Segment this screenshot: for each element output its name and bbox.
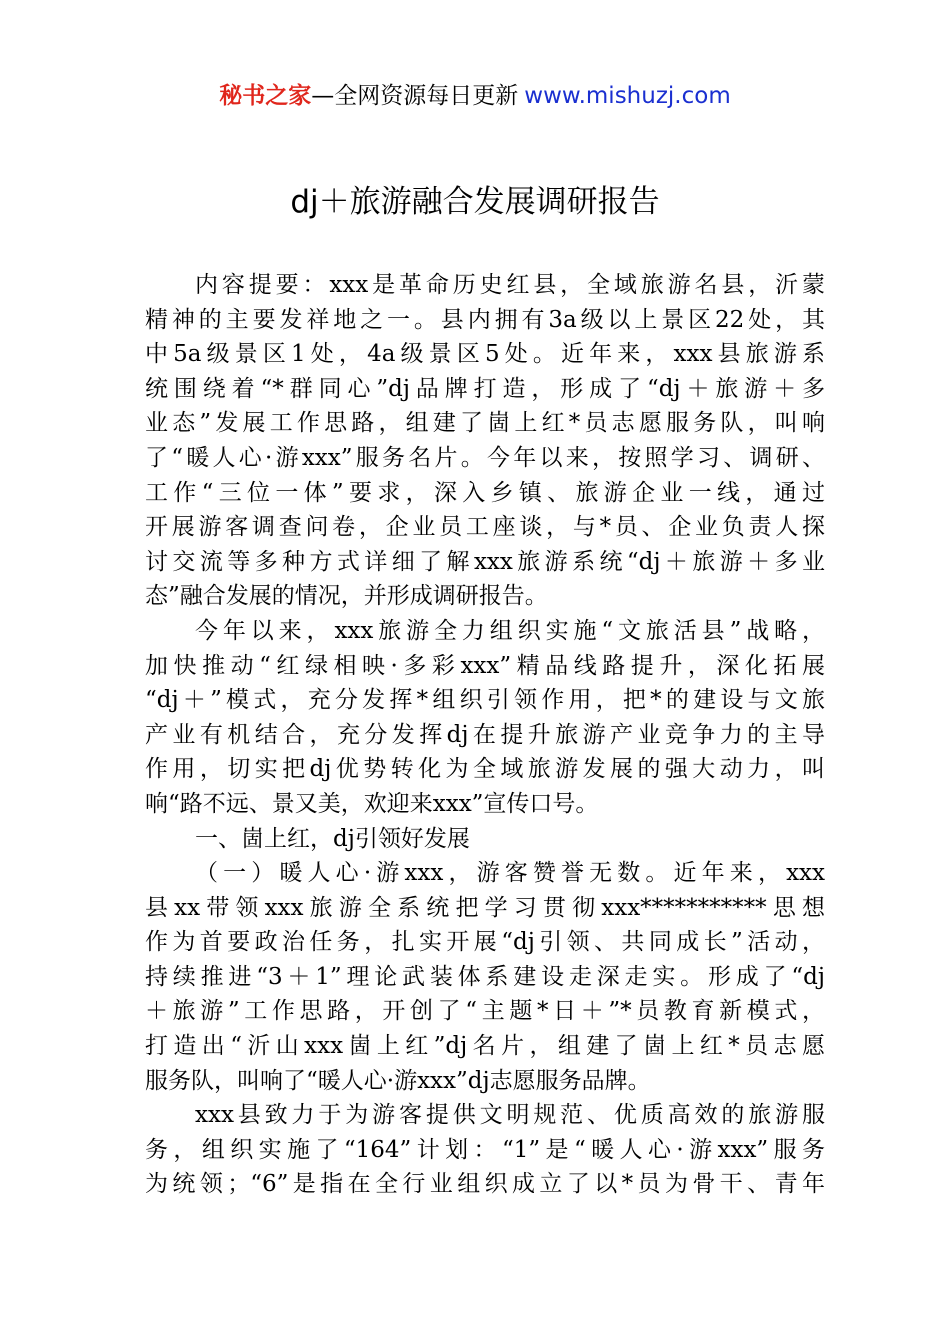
paragraph-line: 务，组织实施了“164”计划：“1”是“暖人心·游xxx”服务 (145, 1136, 825, 1163)
paragraph-line: ＋旅游”工作思路，开创了“主题*日＋”*员教育新模式， (145, 998, 825, 1025)
paragraph-line: 中5a级景区1处，4a级景区5处。近年来，xxx县旅游系 (145, 341, 825, 368)
paragraph-line: 了“暖人心·游xxx”服务名片。今年以来，按照学习、调研、 (145, 444, 825, 471)
paragraph-line: 响“路不远、景又美，欢迎来xxx”宣传口号。 (145, 790, 599, 817)
paragraph-line: 内容提要：xxx是革命历史红县，全域旅游名县，沂蒙 (195, 272, 825, 298)
paragraph-line: xxx县致力于为游客提供文明规范、优质高效的旅游服 (195, 1102, 825, 1129)
paragraph-line: 统围绕着“*群同心”dj品牌打造，形成了“dj＋旅游＋多 (145, 375, 825, 402)
section-heading: 一、崮上红，dj引领好发展 (195, 825, 470, 852)
paragraph-line: 作为首要政治任务，扎实开展“dj引领、共同成长”活动， (145, 929, 825, 956)
paragraph-line: 服务队，叫响了“暖人心·游xxx”dj志愿服务品牌。 (145, 1067, 651, 1094)
paragraph-line: 作用，切实把dj优势转化为全域旅游发展的强大动力，叫 (145, 756, 825, 783)
paragraph-line: （一）暖人心·游xxx，游客赞誉无数。近年来，xxx (195, 860, 825, 887)
paragraph-line: 持续推进“3＋1”理论武装体系建设走深走实。形成了“dj (145, 963, 825, 990)
brand-name: 秘书之家 (219, 83, 312, 109)
paragraph-line: 开展游客调查问卷，企业员工座谈，与*员、企业负责人探 (145, 514, 825, 541)
document-title: dj＋旅游融合发展调研报告 (290, 184, 660, 220)
paragraph-line: 产业有机结合，充分发挥dj在提升旅游产业竞争力的主导 (145, 721, 825, 748)
paragraph-line: 业态”发展工作思路，组建了崮上红*员志愿服务队，叫响 (145, 410, 825, 437)
paragraph-line: 为统领；“6”是指在全行业组织成立了以*员为骨干、青年 (145, 1171, 825, 1198)
document-body (145, 268, 825, 1202)
paragraph-line: “dj＋”模式，充分发挥*组织引领作用，把*的建设与文旅 (145, 687, 825, 714)
site-header (0, 80, 950, 112)
site-url-link[interactable]: www.mishuzj.com (524, 83, 731, 109)
header-tagline: —全网资源每日更新 (311, 83, 519, 109)
paragraph-line: 县xx带领xxx旅游全系统把学习贯彻xxx***********思想 (145, 894, 825, 921)
paragraph-line: 打造出“沂山xxx崮上红”dj名片，组建了崮上红*员志愿 (145, 1033, 825, 1060)
paragraph-line: 精神的主要发祥地之一。县内拥有3a级以上景区22处，其 (145, 306, 825, 333)
paragraph-line: 态”融合发展的情况，并形成调研报告。 (145, 583, 548, 610)
paragraph-line: 工作“三位一体”要求，深入乡镇、旅游企业一线，通过 (145, 479, 825, 506)
paragraph-line: 今年以来，xxx旅游全力组织实施“文旅活县”战略， (195, 617, 825, 644)
paragraph-line: 加快推动“红绿相映·多彩xxx”精品线路提升，深化拓展 (145, 652, 825, 679)
paragraph-line: 讨交流等多种方式详细了解xxx旅游系统“dj＋旅游＋多业 (145, 548, 825, 575)
